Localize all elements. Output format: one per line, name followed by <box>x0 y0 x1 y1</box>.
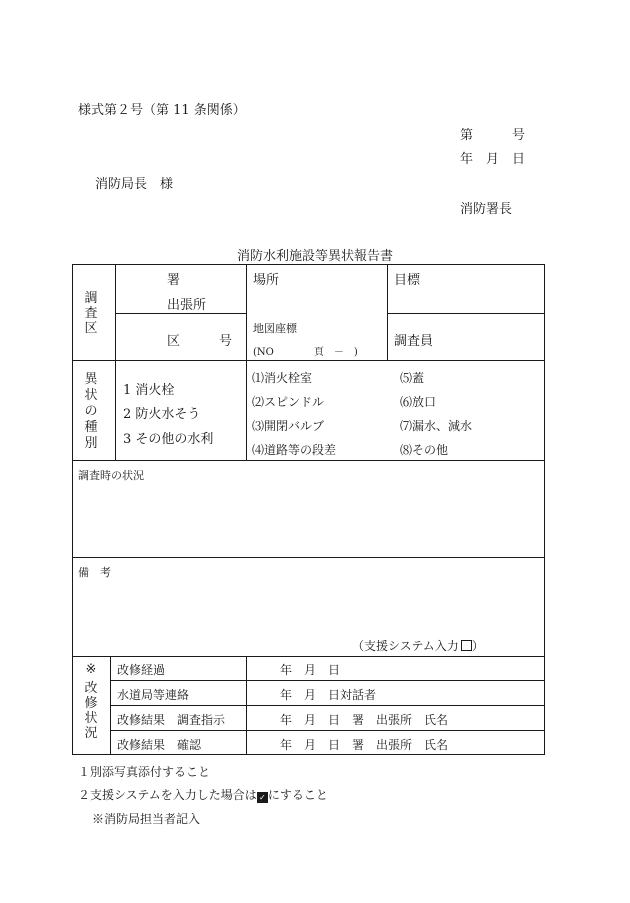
inspector-label: 調査員 <box>394 334 434 349</box>
repair-detail: 年 月 日 署 出張所 氏名 <box>280 713 449 727</box>
note-support-system: ２支援システムを入力した場合は ✓ にすること <box>78 788 328 802</box>
category-item: 1 消火栓 <box>123 383 175 398</box>
target-label: 目標 <box>394 273 421 288</box>
anomaly-type-label: 異 状 の 種 別 <box>84 372 98 451</box>
anomaly-type-item: ⑴消火栓室 <box>252 371 313 385</box>
ward-label: 区 号 <box>167 334 233 349</box>
sender: 消防署長 <box>460 202 513 217</box>
location-label: 場所 <box>253 273 280 288</box>
category-item: 2 防火水そう <box>123 407 201 422</box>
map-reference: (NO 頁 － ) <box>253 347 358 358</box>
category-item: 3 その他の水利 <box>123 432 214 447</box>
remarks-label: 備 考 <box>78 566 111 579</box>
situation-label: 調査時の状況 <box>78 469 144 482</box>
anomaly-type-item: ⑵スピンドル <box>252 395 325 409</box>
support-checkbox[interactable] <box>461 640 472 651</box>
anomaly-type-item: ⑺漏水、減水 <box>400 419 473 433</box>
anomaly-type-item: ⑷道路等の段差 <box>252 443 337 457</box>
checked-box-icon: ✓ <box>257 792 268 803</box>
support-system-input: （支援システム入力 ） <box>352 639 484 653</box>
document-date: 年 月 日 <box>460 152 526 167</box>
repair-status-label: ※ 改 修 状 況 <box>84 662 98 741</box>
repair-item: 改修結果 調査指示 <box>117 713 226 727</box>
repair-detail: 年 月 日対話者 <box>280 688 377 702</box>
anomaly-type-item: ⑸蓋 <box>400 371 425 385</box>
anomaly-type-item: ⑶開閉バルブ <box>252 419 325 433</box>
repair-detail: 年 月 日 <box>280 663 341 677</box>
repair-item: 水道局等連絡 <box>117 688 190 702</box>
repair-item: 改修結果 確認 <box>117 738 202 752</box>
map-coordinates-label: 地図座標 <box>253 322 297 335</box>
form-number: 様式第２号（第 11 条関係） <box>78 103 246 118</box>
note-staff: ※消防局担当者記入 <box>92 812 201 826</box>
repair-item: 改修経過 <box>117 663 166 677</box>
page-title: 消防水利施設等異状報告書 <box>236 249 393 264</box>
branch-label: 出張所 <box>167 298 207 313</box>
survey-zone-label: 調 査 区 <box>84 291 98 336</box>
document-number: 第 号 <box>460 128 526 143</box>
anomaly-type-item: ⑹放口 <box>400 395 437 409</box>
addressee: 消防局長 様 <box>95 177 174 192</box>
repair-detail: 年 月 日 署 出張所 氏名 <box>280 738 449 752</box>
anomaly-type-item: ⑻その他 <box>400 443 449 457</box>
station-label: 署 <box>167 273 181 288</box>
note-photo: １別添写真添付すること <box>78 765 211 779</box>
